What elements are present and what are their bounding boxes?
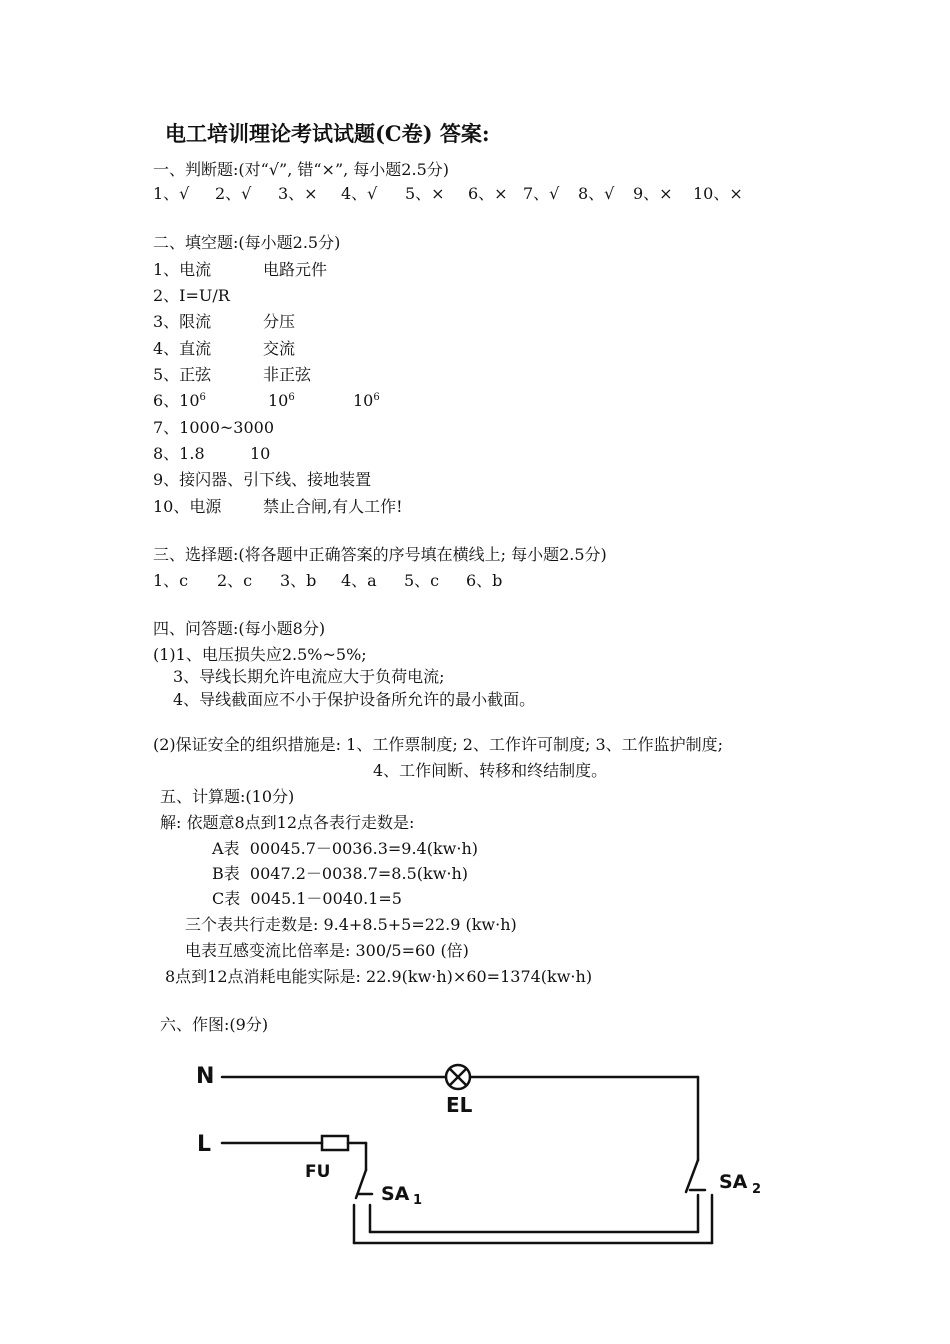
choice-answer: 2、c xyxy=(217,571,253,590)
fill-answer: 5、正弦 xyxy=(153,365,212,384)
label-fu: FU xyxy=(305,1162,331,1182)
qa-line: (2)保证安全的组织措施是: 1、工作票制度; 2、工作许可制度; 3、工作监护制度; xyxy=(153,735,724,754)
label-el: EL xyxy=(446,1093,473,1117)
judge-answer: 1、√ xyxy=(153,184,190,203)
fill-answer: 10、电源 xyxy=(153,497,222,516)
label-n: N xyxy=(196,1064,215,1089)
judge-answer: 3、× xyxy=(278,184,318,203)
calc-line: B表 0047.2－0038.7=8.5(kw·h) xyxy=(212,864,469,883)
label-sa1: SA xyxy=(381,1183,410,1205)
label-sa2-sub: 2 xyxy=(752,1182,762,1197)
fill-answer: 6、$10^6$ xyxy=(153,391,206,410)
label-sa1-sub: 1 xyxy=(413,1193,423,1208)
page-title: 电工培训理论考试试题(C卷) 答案: xyxy=(165,121,490,146)
calc-line: 三个表共行走数是: 9.4+8.5+5=22.9 (kw·h) xyxy=(185,915,517,934)
calc-line: C表 0045.1－0040.1=5 xyxy=(212,889,402,908)
fill-answer: 1、电流 xyxy=(153,260,212,279)
judge-answer: 5、× xyxy=(405,184,445,203)
choice-answer: 5、c xyxy=(404,571,440,590)
judge-answer: 4、√ xyxy=(341,184,378,203)
calc-line: 解: 依题意8点到12点各表行走数是: xyxy=(160,813,415,832)
judge-answer: 9、× xyxy=(633,184,673,203)
qa-line: 4、工作间断、转移和终结制度。 xyxy=(373,761,608,780)
judge-answer: 10、× xyxy=(693,184,743,203)
qa-line: 3、导线长期允许电流应大于负荷电流; xyxy=(173,667,445,686)
fill-answer: 交流 xyxy=(263,339,296,358)
choice-answer: 6、b xyxy=(466,571,503,590)
section1-heading: 一、判断题:(对“√”, 错“×”, 每小题2.5分) xyxy=(153,160,449,179)
calc-line: 8点到12点消耗电能实际是: 22.9(kw·h)×60=1374(kw·h) xyxy=(165,967,593,986)
section2-heading: 二、填空题:(每小题2.5分) xyxy=(153,233,341,252)
fill-answer: 电路元件 xyxy=(263,260,328,279)
label-l: L xyxy=(197,1132,212,1157)
switch2-blade xyxy=(686,1160,698,1192)
judge-answer: 7、√ xyxy=(523,184,560,203)
qa-line: (1)1、电压损失应2.5%~5%; xyxy=(153,645,367,664)
calc-line: A表 00045.7－0036.3=9.4(kw·h) xyxy=(212,839,478,858)
fill-answer: 禁止合闸,有人工作! xyxy=(263,497,403,516)
judge-answer: 8、√ xyxy=(578,184,615,203)
judge-answer: 6、× xyxy=(468,184,508,203)
qa-line: 4、导线截面应不小于保护设备所允许的最小截面。 xyxy=(173,690,536,709)
calc-line: 电表互感变流比倍率是: 300/5=60 (倍) xyxy=(185,941,469,960)
fill-answer: 9、接闪器、引下线、接地装置 xyxy=(153,470,372,489)
fill-answer: 分压 xyxy=(263,312,296,331)
fill-answer: 10 xyxy=(250,444,271,463)
fill-answer: 8、1.8 xyxy=(153,444,205,463)
fill-answer: 2、I=U/R xyxy=(153,286,230,305)
fill-answer: 非正弦 xyxy=(263,365,312,384)
fill-answer: 7、1000~3000 xyxy=(153,418,275,437)
fill-answer: $10^6$ xyxy=(353,391,380,410)
fill-answer: 3、限流 xyxy=(153,312,212,331)
section4-heading: 四、问答题:(每小题8分) xyxy=(153,619,326,638)
fill-answer: 4、直流 xyxy=(153,339,212,358)
choice-answer: 3、b xyxy=(280,571,317,590)
choice-answer: 1、c xyxy=(153,571,189,590)
fill-answer: $10^6$ xyxy=(268,391,295,410)
section5-heading: 五、计算题:(10分) xyxy=(160,787,295,806)
section3-heading: 三、选择题:(将各题中正确答案的序号填在横线上; 每小题2.5分) xyxy=(153,545,607,564)
label-sa2: SA xyxy=(719,1171,748,1193)
fuse-icon xyxy=(322,1136,348,1150)
choice-answer: 4、a xyxy=(341,571,377,590)
section6-heading: 六、作图:(9分) xyxy=(160,1015,269,1034)
judge-answer: 2、√ xyxy=(215,184,252,203)
circuit-diagram xyxy=(0,1040,950,1260)
